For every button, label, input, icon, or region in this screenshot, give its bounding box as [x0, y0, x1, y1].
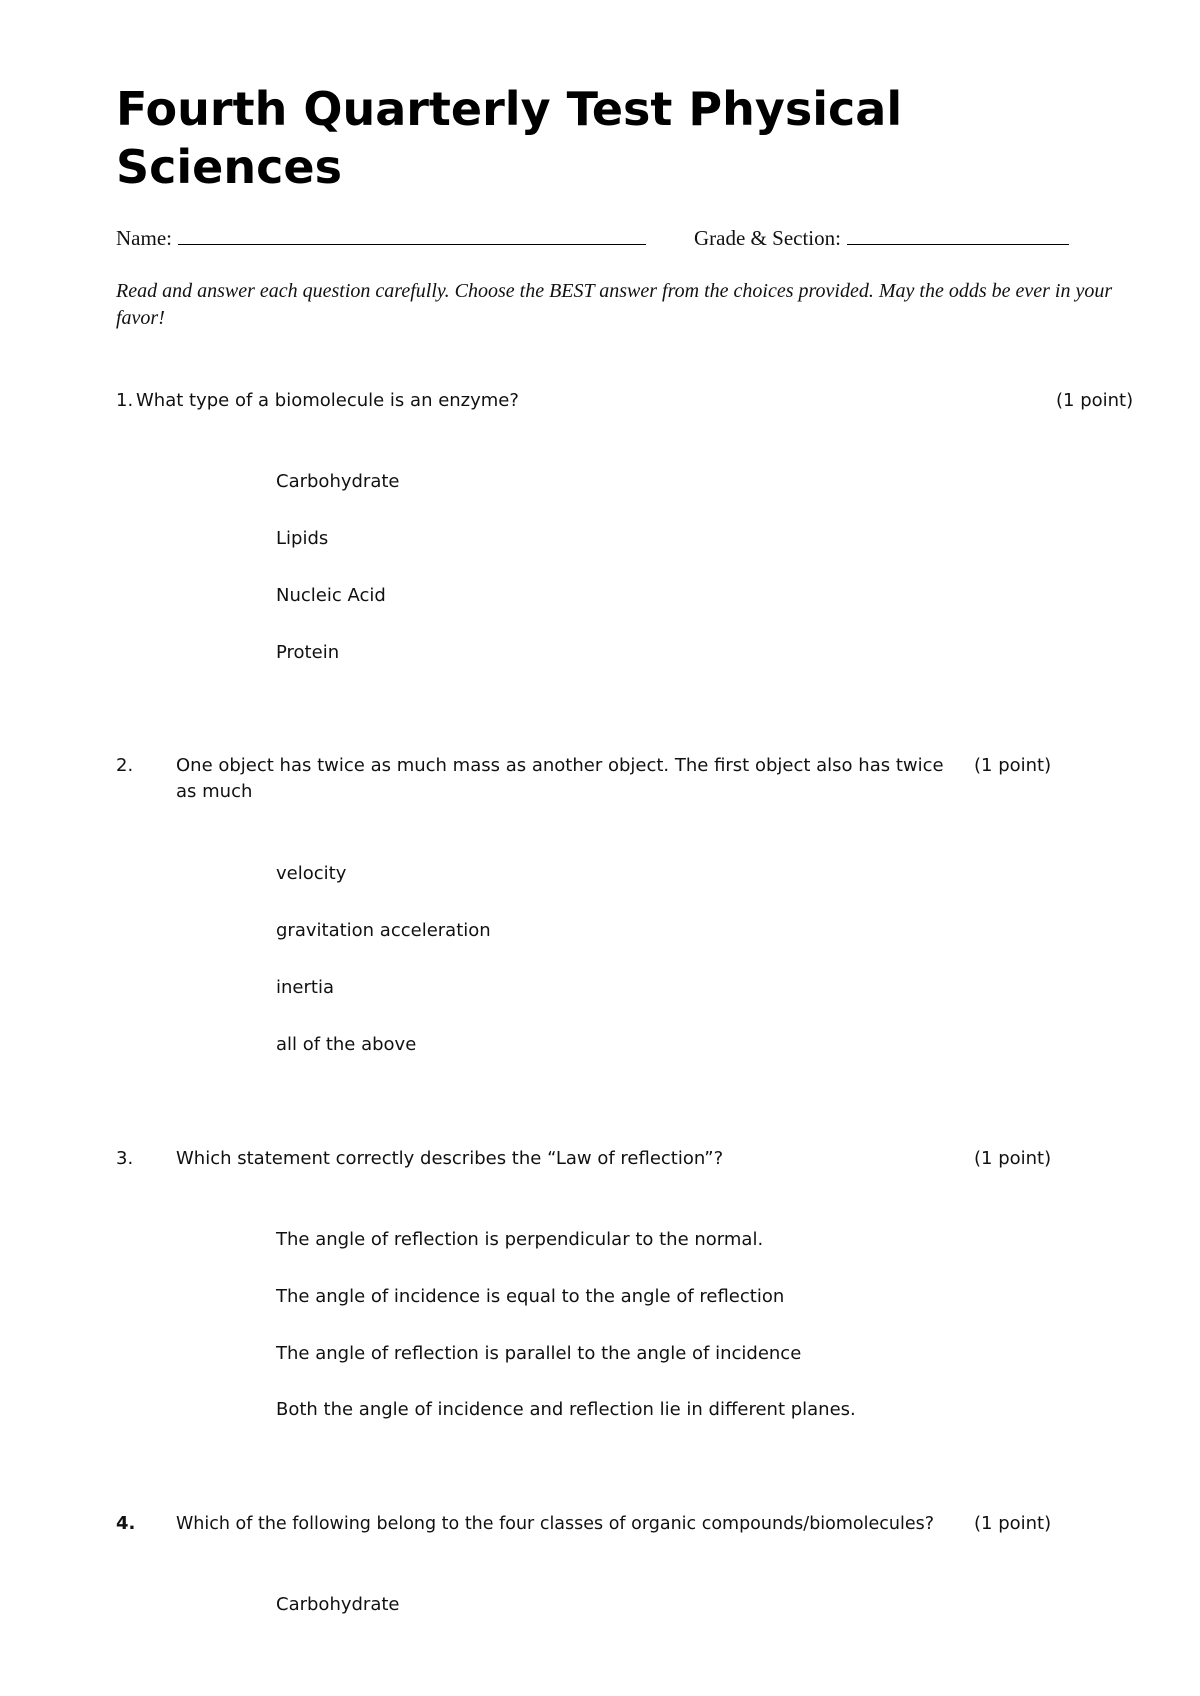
question-points: (1 point): [974, 755, 1052, 776]
option-q3-1[interactable]: The angle of reflection is perpendicular to the normal.: [276, 1229, 764, 1250]
option-q3-3[interactable]: The angle of reflection is parallel to the angle of incidence: [276, 1343, 802, 1364]
option-q2-1[interactable]: velocity: [276, 863, 347, 884]
option-q2-4[interactable]: all of the above: [276, 1034, 417, 1055]
option-q3-4[interactable]: Both the angle of incidence and reflection lie in different planes.: [276, 1399, 856, 1420]
document-title: Fourth Quarterly Test Physical Sciences: [116, 82, 903, 194]
question-text: What type of a biomolecule is an enzyme?: [136, 390, 519, 411]
option-q4-1[interactable]: Carbohydrate: [276, 1594, 400, 1615]
grade-section-label: Grade & Section:: [694, 226, 841, 250]
option-q2-2[interactable]: gravitation acceleration: [276, 920, 491, 941]
question-points: (1 point): [974, 1513, 1052, 1534]
question-text: One object has twice as much mass as another object. The first object also has twice as much: [176, 755, 944, 802]
name-label: Name:: [116, 226, 172, 250]
question-points: (1 point): [1056, 390, 1134, 411]
grade-section-field: [694, 224, 1069, 251]
grade-section-blank-line[interactable]: [847, 224, 1069, 245]
option-q1-3[interactable]: Nucleic Acid: [276, 585, 386, 606]
option-q2-3[interactable]: inertia: [276, 977, 334, 998]
question-number: 2.: [116, 755, 134, 776]
name-field: [116, 224, 646, 251]
question-text: Which statement correctly describes the “Law of reflection”?: [176, 1148, 724, 1169]
option-q3-2[interactable]: The angle of incidence is equal to the angle of reflection: [276, 1286, 785, 1307]
option-q1-2[interactable]: Lipids: [276, 528, 329, 549]
question-points: (1 point): [974, 1148, 1052, 1169]
option-q1-1[interactable]: Carbohydrate: [276, 471, 400, 492]
question-number: 1.: [116, 390, 134, 411]
instructions: Read and answer each question carefully. Choose the BEST answer from the choices provided. May the odds be ever in your favor!: [116, 280, 1113, 329]
question-text: Which of the following belong to the four classes of organic compounds/biomolecules?: [176, 1514, 935, 1534]
question-number: 4.: [116, 1513, 136, 1534]
name-blank-line[interactable]: [178, 224, 646, 245]
question-2: [116, 753, 1056, 813]
question-number: 3.: [116, 1148, 134, 1169]
option-q1-4[interactable]: Protein: [276, 642, 340, 663]
